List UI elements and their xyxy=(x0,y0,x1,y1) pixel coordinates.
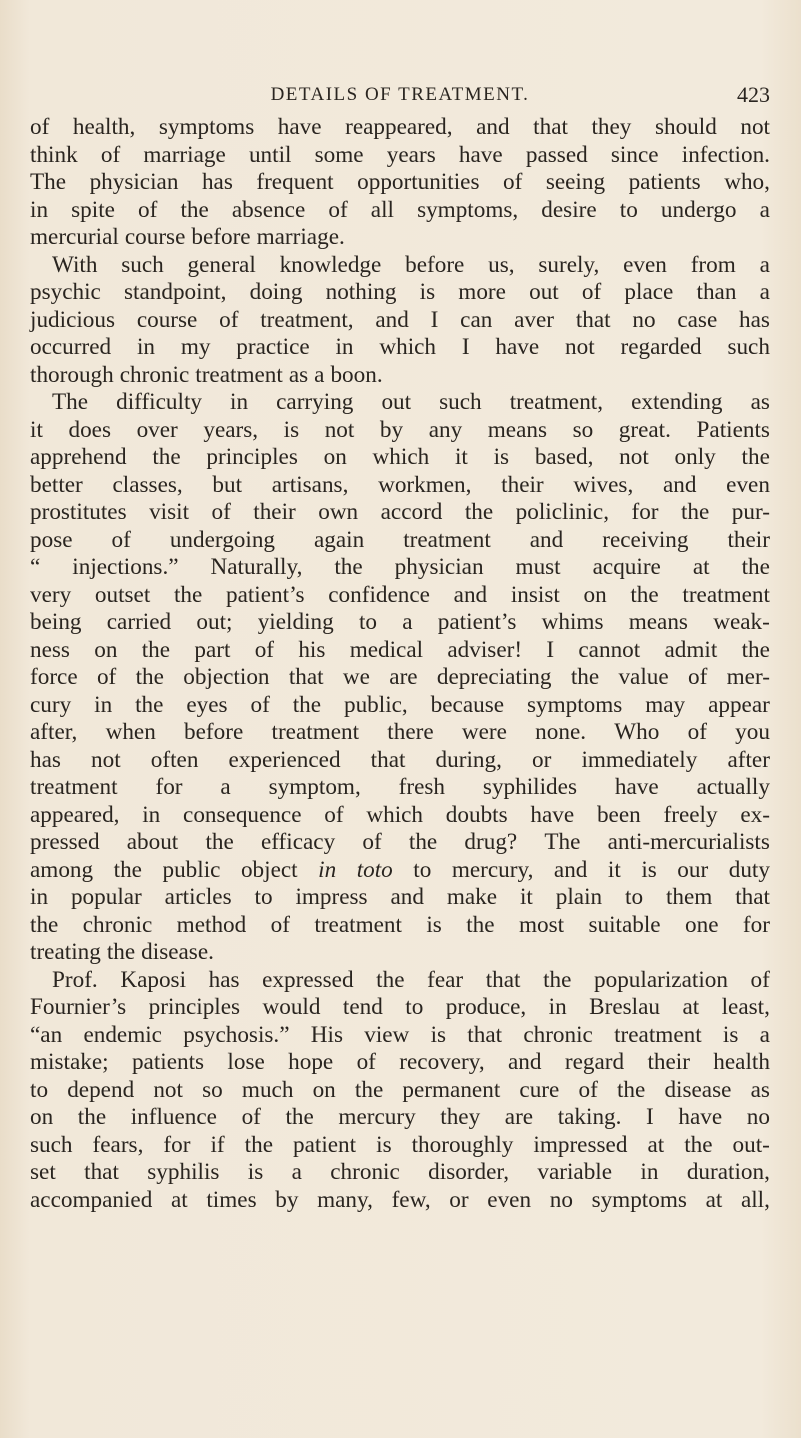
text-line: appeared, in consequence of which doubts have been freely ex- xyxy=(30,801,770,828)
text-line: “ injections.” Naturally, the physician must acquire at the xyxy=(30,554,770,580)
text-line: it does over years, is not by any means so great. Patients xyxy=(30,416,770,443)
text-line: the chronic method of treatment is the most suitable one for xyxy=(30,911,770,938)
text-line: mistake; patients lose hope of recovery, and regard their health xyxy=(30,1049,770,1075)
text-line: The physician has frequent opportunities of seeing patients who, xyxy=(30,169,770,195)
text-line: set that syphilis is a chronic disorder, variable in duration, xyxy=(30,1159,770,1185)
text-line: after, when before treatment there were none. Who of you xyxy=(30,719,770,745)
text-line: Prof. Kaposi has expressed the fear that the popularization of xyxy=(52,966,770,993)
page-header xyxy=(30,82,770,108)
text-line: Fournier’s principles would tend to produce, in Breslau at least, xyxy=(30,994,770,1020)
text-line: on the influence of the mercury they are taking. I have no xyxy=(30,1104,770,1130)
text-line: treating the disease. xyxy=(30,939,214,965)
text-line: pose of undergoing again treatment and receiving their xyxy=(30,526,770,553)
text-line: among the public object in toto to mercury, and it is our duty xyxy=(30,856,770,883)
text-line: has not often experienced that during, or immediately after xyxy=(30,746,770,773)
text-line: With such general knowledge before us, surely, even from a xyxy=(52,251,770,278)
text-line: psychic standpoint, doing nothing is more out of place than a xyxy=(30,279,770,305)
text-line: ness on the part of his medical adviser! I cannot admit the xyxy=(30,636,770,663)
text-line: think of marriage until some years have passed since infection. xyxy=(30,141,770,168)
text-line: prostitutes visit of their own accord the policlinic, for the pur- xyxy=(30,499,770,525)
running-title: DETAILS OF TREATMENT. xyxy=(270,84,530,105)
text-line: cury in the eyes of the public, because symptoms may appear xyxy=(30,691,770,718)
text-line: of health, symptoms have reappeared, and that they should not xyxy=(30,114,770,140)
page-number: 423 xyxy=(737,82,770,107)
text-line: thorough chronic treatment as a boon. xyxy=(30,361,383,388)
text-line: mercurial course before marriage. xyxy=(30,224,345,250)
text-line: accompanied at times by many, few, or even no symptoms at all, xyxy=(30,1186,770,1213)
text-line: occurred in my practice in which I have not regarded such xyxy=(30,334,770,360)
text-line: pressed about the efficacy of the drug? The anti-mercurialists xyxy=(30,829,770,855)
text-line: apprehend the principles on which it is based, not only the xyxy=(30,444,770,470)
text-line: such fears, for if the patient is thoroughly impressed at the out- xyxy=(30,1131,770,1158)
text-line: being carried out; yielding to a patient’s whims means weak- xyxy=(30,609,770,635)
text-line: better classes, but artisans, workmen, their wives, and even xyxy=(30,471,770,498)
text-line: force of the objection that we are depreciating the value of mer- xyxy=(30,664,770,690)
text-line: very outset the patient’s confidence and insist on the treatment xyxy=(30,581,770,608)
text-line: The difficulty in carrying out such treatment, extending as xyxy=(52,389,770,415)
text-line: “an endemic psychosis.” His view is that chronic treatment is a xyxy=(30,1021,770,1048)
text-line: treatment for a symptom, fresh syphilides have actually xyxy=(30,774,770,800)
text-line: in spite of the absence of all symptoms, desire to undergo a xyxy=(30,196,770,223)
text-line: judicious course of treatment, and I can aver that no case has xyxy=(30,306,770,333)
body-text xyxy=(30,114,770,1214)
text-line: to depend not so much on the permanent cure of the disease as xyxy=(30,1076,770,1103)
text-line: in popular articles to impress and make it plain to them that xyxy=(30,884,770,910)
